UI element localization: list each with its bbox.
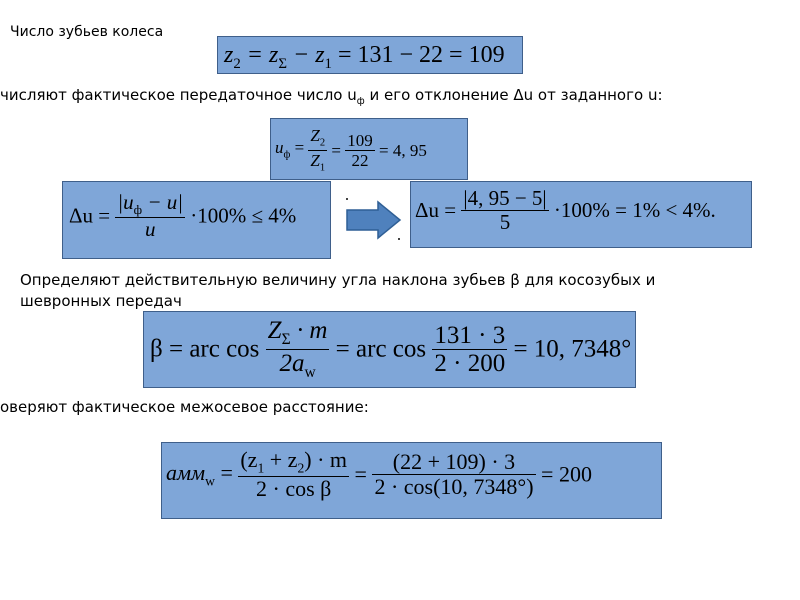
aw-den1: 2 · cos β [256,476,332,502]
z1-symbol: − z [287,42,325,68]
du-calc-den: 5 [499,210,511,234]
uf-den1: Z [310,150,320,170]
dot-marker [346,198,348,200]
aw-num1-s2: 2 [297,460,305,476]
aw-fraction-1 [238,449,349,500]
du-num-sub: ф [133,202,143,218]
beta-mid: = arc cos [335,335,427,363]
formula-beta [150,318,631,380]
du-calc-tail: ·100% = 1% < 4%. [553,198,716,222]
du-tail: ·100% ≤ 4% [190,203,297,228]
beta-result: = 10, 7348° [513,335,632,363]
beta-den2: 2 · 200 [434,349,506,377]
ratio-intro-tail: и его отклонение Δu от заданного u: [364,86,663,104]
right-arrow-icon [346,200,402,244]
aw-fraction-2 [372,451,535,498]
z1-subscript: 1 [324,55,332,72]
distance-label: оверяют фактическое межосевое расстояние: [0,398,369,416]
dot-marker [398,238,400,240]
uf-symbol: u [275,138,284,158]
uf-den2: 22 [351,150,369,170]
du-calc-lhs: Δu = [415,198,457,222]
angle-line-2: шевронных передач [20,292,182,310]
aw-num1-s1: 1 [257,460,265,476]
beta-num2: 131 · 3 [434,321,506,349]
aw-result: = 200 [541,461,592,487]
uf-fraction-2 [345,132,375,169]
du-lhs: Δu = [69,203,111,228]
beta-fraction-1 [266,318,330,380]
ratio-intro-text [0,86,663,107]
du-den: u [144,217,156,242]
du-calc-fraction [461,188,548,233]
angle-text [20,270,655,312]
ratio-intro: числяют фактическое передаточное число u [0,86,357,104]
gear-teeth-label: Число зубьев колеса [10,24,164,40]
du-calc-num: |4, 95 − 5| [463,186,547,210]
formula-aw-box [161,442,662,519]
aw-num1-tail: ) · m [304,447,348,472]
du-num: |u [117,190,134,214]
aw-num1-mid: + z [264,447,298,472]
uf-subscript: ф [283,149,291,161]
uf-num2: 109 [347,130,373,150]
beta-den1-sub: w [304,363,316,381]
du-fraction [115,192,185,240]
beta-num1-sub: Σ [281,331,291,348]
aw-lhs-sub: w [205,472,215,488]
uf-result: = 4, 95 [379,140,427,160]
uf-fraction-1 [308,127,327,174]
formula-du-calc [415,188,716,233]
beta-lhs: β = arc cos [150,335,260,363]
uf-num1-sub: 2 [319,137,326,149]
uf-den1-sub: 1 [319,162,326,174]
aw-num1: (z [240,447,258,472]
formula-du-general [69,192,296,240]
beta-num1: Z [267,317,282,344]
aw-num2: (22 + 109) · 3 [392,449,516,475]
aw-den2: 2 · cos(10, 7348°) [374,474,534,500]
formula-aw: aмм$_w$ = $\frac{(z_1 + z_2) \cdot m}{\text{2 · cos β}}$ = $\frac{(22 + 109) \cdot 3}{2 \cdot \cos(10, 7348^\circ)}$ = 200 [166,447,592,502]
angle-line-1: Определяют действительную величину угла наклона зубьев β для косозубых и [20,271,656,289]
formula-beta-box [143,311,636,388]
beta-num1-tail: · m [290,317,328,344]
zsigma-subscript: Σ [278,55,287,72]
ratio-intro-sub: ф [356,96,365,107]
formula-z2-box [217,36,523,74]
z2-result: = 131 − 22 = 109 [331,42,505,68]
formula-uf: $u_ф$ = $\frac{Z_2}{Z_1}$ = $\frac{109}{22}$ = 4, 95 [275,126,427,174]
uf-num1: Z [310,126,320,145]
formula-uf-box [270,118,468,180]
zsigma-symbol: = z [240,42,279,68]
z2-symbol: z [224,42,234,68]
beta-den1: 2a [279,349,305,377]
du-num-tail: − u| [142,190,184,214]
formula-z2 [224,43,505,72]
aw-lhs: aмм [166,459,206,485]
formula-du-calc-box [410,181,752,248]
beta-fraction-2 [432,323,507,376]
formula-du-general-box [62,181,331,259]
z2-subscript: 2 [233,55,241,72]
